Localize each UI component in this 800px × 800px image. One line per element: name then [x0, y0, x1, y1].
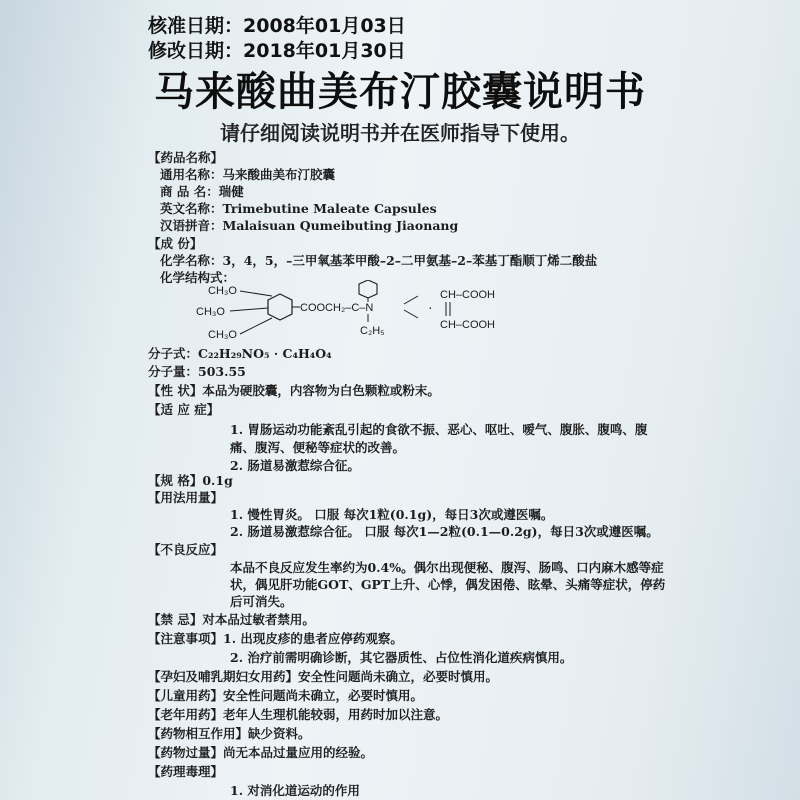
chemical-structure-diagram: [196, 280, 526, 344]
benzene-ring-2: [359, 280, 377, 298]
pharmacology-item-1: 1. 对消化道运动的作用: [230, 783, 360, 798]
structure-salt-dot: ·: [428, 299, 433, 315]
section-interactions-heading: 【药物相互作用】: [148, 726, 249, 741]
indication-item-1-line-2: 痛、腹泻、便秘等症状的改善。: [230, 440, 406, 455]
children-text: 安全性问题尚未确立，必要时慎用。: [223, 688, 424, 703]
section-pharmacology-heading: 【药理毒理】: [148, 764, 224, 779]
precaution-item-2: 2. 治疗前需明确诊断，其它器质性、占位性消化道疾病慎用。: [230, 650, 573, 665]
section-interactions: [148, 726, 311, 742]
date-block: [148, 14, 406, 64]
section-precautions-heading: 【注意事项】: [148, 631, 224, 646]
section-overdose-heading: 【药物过量】: [148, 745, 224, 760]
formula-value: C₂₂H₂₉NO₅ · C₄H₄O₄: [198, 346, 332, 361]
section-drug-name-heading: 【药品名称】: [148, 150, 224, 165]
section-indications-heading: 【适 应 症】: [148, 402, 220, 417]
molecular-weight: 分子量：503.55: [148, 364, 246, 379]
section-children-heading: 【儿童用药】: [148, 688, 224, 703]
structure-acid-1: CH–COOH: [440, 289, 496, 301]
structure-acid-2: CH–COOH: [440, 319, 496, 331]
structure-ethyl: C₂H₅: [360, 325, 385, 337]
spec-text: 0.1g: [202, 473, 233, 488]
structure-label: 化学结构式：: [160, 270, 236, 285]
section-contraindications: [148, 612, 315, 628]
formula-label: 分子式：: [148, 346, 199, 361]
section-dosage-heading: 【用法用量】: [148, 490, 224, 505]
section-contraindications-heading: 【禁 忌】: [148, 612, 203, 627]
structure-ome-3: CH₃O: [208, 329, 237, 341]
pregnancy-text: 安全性问题尚未确立，必要时慎用。: [298, 669, 499, 684]
adverse-line-1: 本品不良反应发生率约为0.4%。偶尔出现便秘、腹泻、肠鸣、口内麻木感等症: [230, 560, 664, 575]
document-subtitle: 请仔细阅读说明书并在医师指导下使用。: [220, 121, 580, 145]
contraindications-text: 对本品过敏者禁用。: [202, 612, 315, 627]
structure-ome-2: CH₃O: [196, 306, 225, 318]
revision-date: 修改日期：2018年01月30日: [148, 40, 406, 62]
overdose-text: 尚无本品过量应用的经验。: [223, 745, 374, 760]
precaution-item-1: 1. 出现皮疹的患者应停药观察。: [223, 631, 403, 646]
structure-ester-chain: COOCH₂–C–N: [300, 302, 374, 314]
approval-date: 核准日期：2008年01月03日: [148, 15, 406, 37]
section-adverse-heading: 【不良反应】: [148, 542, 224, 557]
adverse-line-2: 状，偶见肝功能GOT、GPT上升、心悸，偶发困倦、眩晕、头痛等症状，停药: [230, 577, 666, 592]
section-pregnancy-heading: 【孕妇及哺乳期妇女用药】: [148, 669, 299, 684]
dosage-item-1: 1. 慢性胃炎。 口服 每次1粒(0.1g)，每日3次或遵医嘱。: [230, 507, 554, 522]
section-elderly-heading: 【老年用药】: [148, 707, 224, 722]
chemical-name: 化学名称：3，4，5，–三甲氧基苯甲酸–2–二甲氨基–2–苯基丁酯顺丁烯二酸盐: [160, 253, 598, 268]
section-properties: [148, 383, 440, 399]
section-properties-heading: 【性 状】: [148, 383, 203, 398]
generic-name: 通用名称：马来酸曲美布汀胶囊: [160, 167, 336, 182]
document-title: 马来酸曲美布汀胶囊说明书: [154, 69, 646, 115]
section-precautions: [148, 631, 403, 647]
section-spec: [148, 473, 233, 489]
section-overdose: [148, 745, 373, 761]
dosage-item-2: 2. 肠道易激惹综合征。 口服 每次1—2粒(0.1—0.2g)，每日3次或遵医嘱。: [230, 524, 659, 539]
section-composition-heading: 【成 份】: [148, 236, 203, 251]
section-elderly: [148, 707, 448, 723]
elderly-text: 老年人生理机能较弱，用药时加以注意。: [223, 707, 449, 722]
properties-text: 本品为硬胶囊，内容物为白色颗粒或粉末。: [202, 383, 440, 398]
benzene-ring-1: [268, 294, 292, 320]
indication-item-2: 2. 肠道易激惹综合征。: [230, 458, 360, 473]
trade-name: 商 品 名：瑞健: [160, 184, 244, 199]
english-name: 英文名称：Trimebutine Maleate Capsules: [160, 201, 437, 216]
section-children: [148, 688, 423, 704]
adverse-line-3: 后可消失。: [230, 594, 293, 609]
section-pregnancy: [148, 669, 498, 685]
section-spec-heading: 【规 格】: [148, 473, 203, 488]
interactions-text: 缺少资料。: [248, 726, 311, 741]
molecular-formula: [148, 346, 332, 362]
indication-item-1-line-1: 1. 胃肠运动功能紊乱引起的食欲不振、恶心、呕吐、嗳气、腹胀、腹鸣、腹: [230, 422, 648, 437]
structure-ome-1: CH₃O: [208, 285, 237, 297]
pinyin-name: 汉语拼音：Malaisuan Qumeibuting Jiaonang: [160, 218, 459, 233]
